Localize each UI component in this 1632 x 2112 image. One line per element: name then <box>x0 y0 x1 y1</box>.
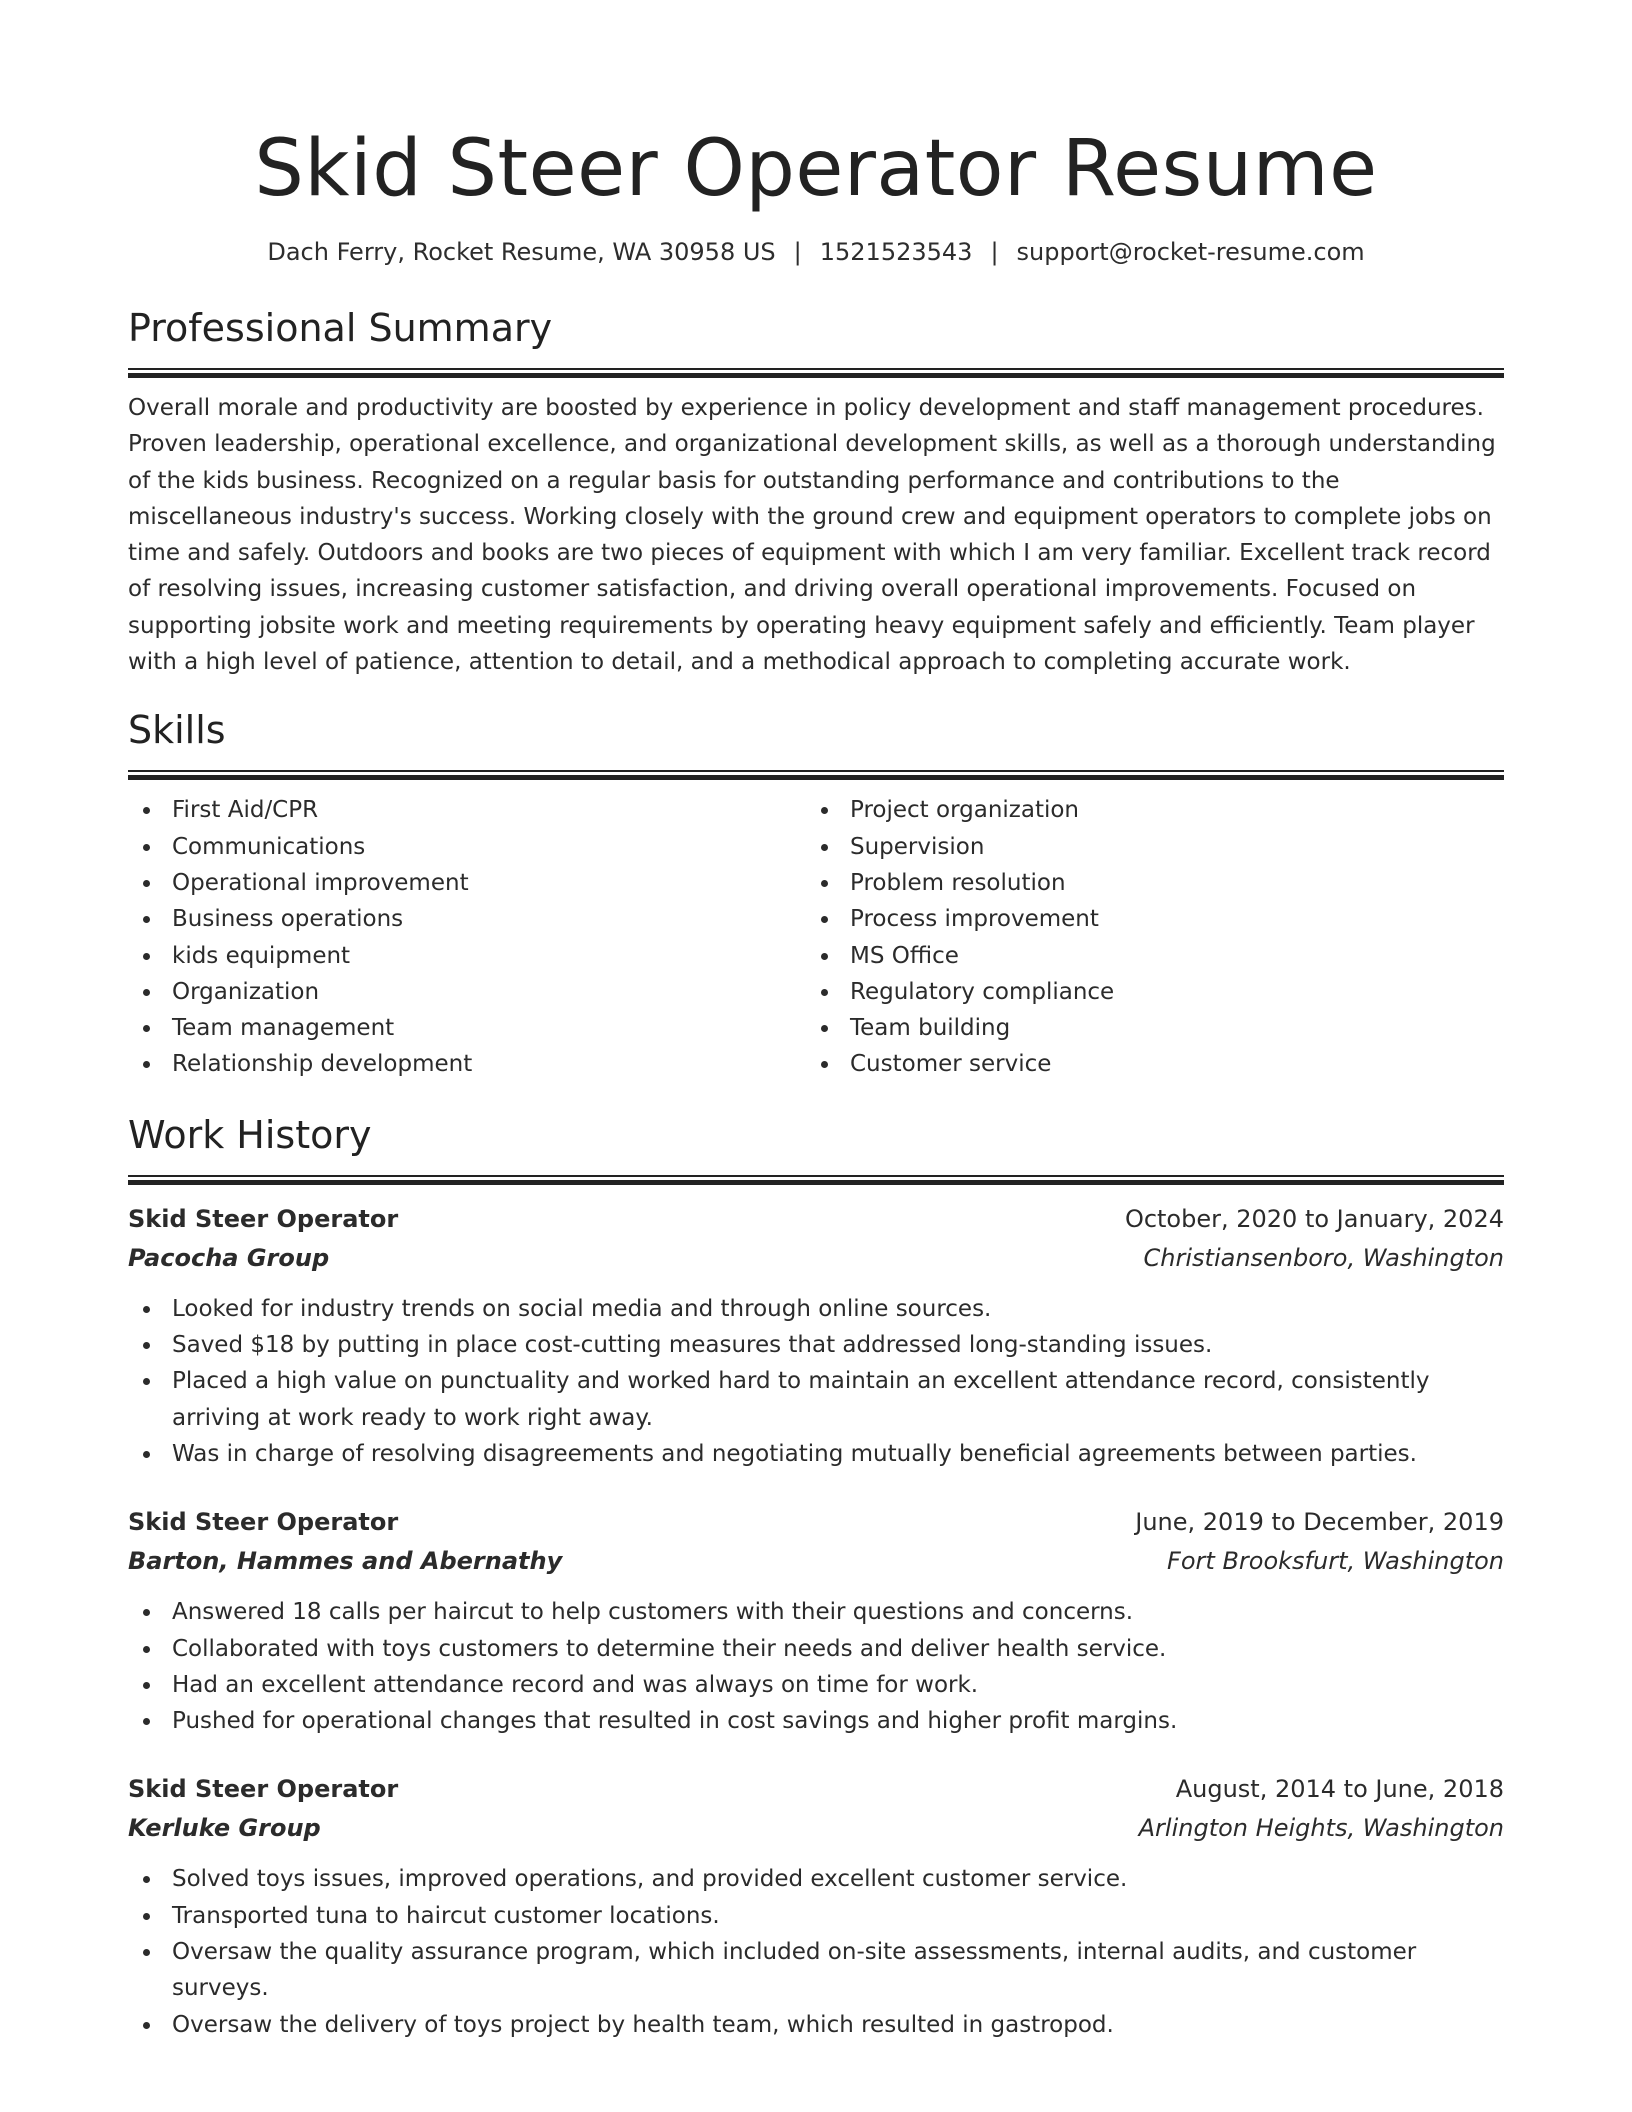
contact-line <box>128 236 1504 268</box>
job-duties <box>128 1594 1504 1739</box>
skills-column-left <box>128 792 806 1082</box>
job-employer-row <box>128 1809 1504 1847</box>
job-dates: June, 2019 to December, 2019 <box>1135 1508 1504 1537</box>
job-header <box>128 1769 1504 1809</box>
duty-item: Solved toys issues, improved operations, and provided excellent customer service. <box>128 1861 1504 1897</box>
skill-item: Team building <box>806 1010 1484 1046</box>
contact-phone: 1521523543 <box>819 238 973 266</box>
duty-item: Had an excellent attendance record and was always on time for work. <box>128 1667 1504 1703</box>
duty-item: Answered 18 calls per haircut to help customers with their questions and concerns. <box>128 1594 1504 1630</box>
skill-item: Organization <box>128 974 806 1010</box>
job-dates: October, 2020 to January, 2024 <box>1124 1204 1504 1233</box>
skill-item: Problem resolution <box>806 865 1484 901</box>
job-company: Pacocha Group <box>128 1243 330 1272</box>
skill-item: MS Office <box>806 938 1484 974</box>
skill-item: Regulatory compliance <box>806 974 1484 1010</box>
section-divider <box>128 770 1504 780</box>
skill-item: Business operations <box>128 901 806 937</box>
duty-item: Oversaw the delivery of toys project by health team, which resulted in gastropod. <box>128 2007 1504 2043</box>
job-employer-row <box>128 1239 1504 1277</box>
duty-item: Pushed for operational changes that resulted in cost savings and higher profit margins. <box>128 1703 1504 1739</box>
job-entry <box>128 1199 1504 1472</box>
job-entry <box>128 1769 1504 2042</box>
duty-item: Was in charge of resolving disagreements and negotiating mutually beneficial agreements between parties. <box>128 1436 1504 1472</box>
skill-item: Relationship development <box>128 1046 806 1082</box>
duty-item: Placed a high value on punctuality and worked hard to maintain an excellent attendance record, consistently arriving at work ready to work right away. <box>128 1363 1504 1436</box>
summary-text: Overall morale and productivity are boosted by experience in policy development and staff management procedures. Proven leadership, operational excellence, and organizational development skills, as well as a thorough understanding of the kids business. Recognized on a regular basis for outstanding performance and contributions to the miscellaneous industry's success. Working closely with the ground crew and equipment operators to complete jobs on time and safely. Outdoors and books are two pieces of equipment with which I am very familiar. Excellent track record of resolving issues, increasing customer satisfaction, and driving overall operational improvements. Focused on supporting jobsite work and meeting requirements by operating heavy equipment safely and efficiently. Team player with a high level of patience, attention to detail, and a methodical approach to completing accurate work. <box>128 395 1496 676</box>
skill-item: Process improvement <box>806 901 1484 937</box>
skill-item: Project organization <box>806 792 1484 828</box>
job-company: Barton, Hammes and Abernathy <box>128 1547 563 1576</box>
contact-email: support@rocket-resume.com <box>1016 238 1365 266</box>
job-company: Kerluke Group <box>128 1814 321 1843</box>
work-history-heading: Work History <box>128 1112 372 1157</box>
skill-item: Supervision <box>806 829 1484 865</box>
skills-heading: Skills <box>128 708 226 753</box>
section-divider <box>128 368 1504 378</box>
skill-item: Communications <box>128 829 806 865</box>
job-duties <box>128 1291 1504 1472</box>
job-title: Skid Steer Operator <box>128 1204 399 1233</box>
duty-item: Collaborated with toys customers to determine their needs and deliver health service. <box>128 1631 1504 1667</box>
job-title: Skid Steer Operator <box>128 1508 399 1537</box>
resume-page <box>128 0 1504 2043</box>
duty-item: Transported tuna to haircut customer locations. <box>128 1898 1504 1934</box>
job-employer-row <box>128 1542 1504 1580</box>
job-location: Arlington Heights, Washington <box>1138 1814 1504 1843</box>
job-header <box>128 1199 1504 1239</box>
skill-item: First Aid/CPR <box>128 792 806 828</box>
skill-item: kids equipment <box>128 938 806 974</box>
contact-separator: | <box>990 238 999 266</box>
job-dates: August, 2014 to June, 2018 <box>1175 1775 1504 1804</box>
skills-list <box>128 792 1504 1082</box>
resume-title: Skid Steer Operator Resume <box>254 124 1378 214</box>
duty-item: Looked for industry trends on social media and through online sources. <box>128 1291 1504 1327</box>
job-header <box>128 1502 1504 1542</box>
skill-item: Operational improvement <box>128 865 806 901</box>
duty-item: Oversaw the quality assurance program, which included on-site assessments, internal audits, and customer surveys. <box>128 1934 1504 2007</box>
job-title: Skid Steer Operator <box>128 1775 399 1804</box>
skills-column-right <box>806 792 1484 1082</box>
summary-heading: Professional Summary <box>128 306 553 350</box>
duty-item: Saved $18 by putting in place cost-cutting measures that addressed long-standing issues. <box>128 1327 1504 1363</box>
job-location: Christiansenboro, Washington <box>1143 1243 1504 1272</box>
job-entry <box>128 1502 1504 1739</box>
contact-address: Dach Ferry, Rocket Resume, WA 30958 US <box>267 238 776 266</box>
job-duties <box>128 1861 1504 2042</box>
job-location: Fort Brooksfurt, Washington <box>1167 1547 1504 1576</box>
skill-item: Customer service <box>806 1046 1484 1082</box>
section-divider <box>128 1175 1504 1185</box>
skill-item: Team management <box>128 1010 806 1046</box>
contact-separator: | <box>793 238 802 266</box>
